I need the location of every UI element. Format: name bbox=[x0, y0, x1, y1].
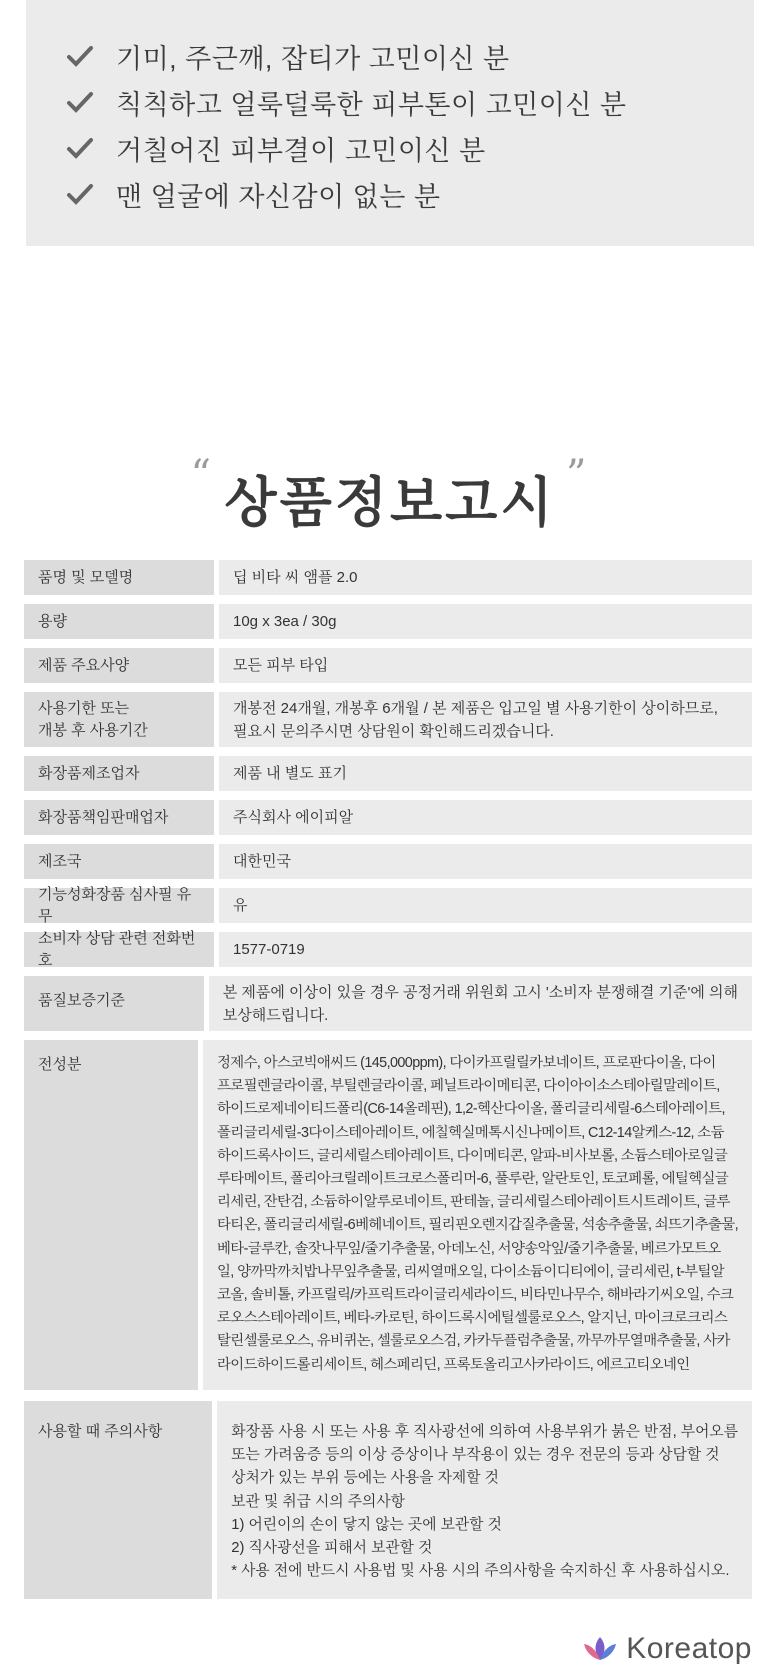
row-value-line: 개봉전 24개월, 개봉후 6개월 / 본 제품은 입고일 별 사용기한이 상이하므로, bbox=[233, 699, 718, 717]
ingredient-line: 타티온, 폴리글리세릴-6베헤네이트, 필리핀오렌지갑질추출물, 석송추출물, 쇠뜨기추출물, bbox=[216, 1217, 738, 1234]
table-row bbox=[24, 692, 752, 747]
row-value bbox=[219, 692, 752, 747]
lotus-icon bbox=[580, 1634, 620, 1664]
ingredient-line: 라이드하이드롤리세이트, 헤스페리딘, 프록토올리고사카라이드, 에르고티오네인 bbox=[216, 1356, 690, 1373]
table-row bbox=[24, 885, 752, 925]
ingredient-line: 루타메이트, 폴리아크릴레이트크로스폴리머-6, 풀루란, 알란토인, 토코페롤, 에틸헥실글 bbox=[216, 1171, 729, 1188]
row-label: 소비자 상담 관련 전화번호 bbox=[24, 932, 214, 967]
row-value-line: 필요시 문의주시면 상담원이 확인해드리겠습니다. bbox=[233, 722, 554, 740]
row-value-line: 본 제품에 이상이 있을 경우 공정거래 위원회 고시 '소비자 분쟁해결 기준'에 의해 bbox=[222, 983, 738, 1001]
ingredient-line: 프로필렌글라이콜, 부틸렌글라이콜, 페닐트라이메티콘, 다이아이소스테아릴말레이트, bbox=[216, 1078, 720, 1095]
checklist-item bbox=[66, 82, 626, 122]
checkmark-icon bbox=[66, 90, 94, 114]
table-row bbox=[24, 1040, 752, 1390]
open-quote: “ bbox=[190, 452, 214, 498]
table-row bbox=[24, 756, 752, 791]
row-value bbox=[203, 1040, 752, 1390]
table-row bbox=[24, 800, 752, 835]
table-row bbox=[24, 929, 752, 969]
row-label: 용량 bbox=[24, 604, 214, 639]
ingredient-line: 하이드록사이드, 글리세릴스테아레이트, 다이메티콘, 알파-비사보롤, 소듐스테아로일글 bbox=[216, 1147, 728, 1164]
table-row bbox=[24, 560, 752, 595]
caution-line: 1) 어린이의 손이 닿지 않는 곳에 보관할 것 bbox=[231, 1516, 502, 1533]
row-label: 화장품책임판매업자 bbox=[24, 800, 214, 835]
row-label: 사용할 때 주의사항 bbox=[24, 1401, 212, 1599]
checkmark-icon bbox=[66, 182, 94, 206]
checkmark-icon bbox=[66, 136, 94, 160]
caution-line: 2) 직사광선을 피해서 보관할 것 bbox=[231, 1540, 433, 1557]
brand-logo bbox=[580, 1632, 752, 1666]
row-value: 모든 피부 타입 bbox=[219, 648, 752, 683]
caution-line: 또는 가려움증 등의 이상 증상이나 부작용이 있는 경우 전문의 등과 상담할 것 bbox=[231, 1447, 720, 1464]
ingredient-line: 베타-글루칸, 솔잣나무잎/줄기추출물, 아데노신, 서양송악잎/줄기추출물, 베르가모트오 bbox=[216, 1240, 721, 1257]
checkmark-icon bbox=[66, 44, 94, 68]
caution-line: * 사용 전에 반드시 사용법 및 사용 시의 주의사항을 숙지하신 후 사용하십시오. bbox=[231, 1563, 730, 1580]
ingredient-line: 일, 양까막까치밥나무잎추출물, 리씨열매오일, 다이소듐이디티에이, 글리세린, t-부틸알 bbox=[216, 1263, 725, 1280]
checklist-item bbox=[66, 128, 486, 168]
row-label-line: 사용기한 또는 bbox=[38, 699, 130, 717]
row-label bbox=[24, 692, 214, 747]
checklist-item-text: 기미, 주근깨, 잡티가 고민이신 분 bbox=[116, 43, 510, 74]
row-label: 품명 및 모델명 bbox=[24, 560, 214, 595]
row-value bbox=[209, 976, 752, 1031]
row-value: 유 bbox=[219, 888, 752, 923]
table-row bbox=[24, 1401, 752, 1599]
table-row bbox=[24, 976, 752, 1031]
section-title bbox=[190, 452, 590, 537]
row-value-line: 보상해드립니다. bbox=[222, 1006, 329, 1024]
row-value: 주식회사 에이피알 bbox=[219, 800, 752, 835]
ingredient-line: 하이드로제네이티드폴리(C6-14올레핀), 1,2-헥산다이올, 폴리글리세릴-6스테아레이트, bbox=[216, 1101, 725, 1118]
row-label: 기능성화장품 심사필 유무 bbox=[24, 888, 214, 923]
table-row bbox=[24, 648, 752, 683]
section-title-text: 상품정보고시 bbox=[224, 473, 556, 533]
row-value bbox=[217, 1401, 752, 1599]
row-value: 제품 내 별도 표기 bbox=[219, 756, 752, 791]
ingredient-line: 폴리글리세릴-3다이스테아레이트, 에칠헥실메톡시신나메이트, C12-14알케스-12, 소듐 bbox=[216, 1124, 724, 1141]
section-title-wrap bbox=[0, 452, 780, 537]
row-label: 전성분 bbox=[24, 1040, 198, 1390]
brand-name: Koreatop bbox=[626, 1632, 752, 1665]
product-info-table bbox=[24, 560, 752, 1608]
row-label-line: 개봉 후 사용기간 bbox=[38, 721, 148, 739]
checklist-item-text: 맨 얼굴에 자신감이 없는 분 bbox=[116, 181, 441, 212]
caution-line: 화장품 사용 시 또는 사용 후 직사광선에 의하여 사용부위가 붉은 반점, 부어오름 bbox=[231, 1424, 738, 1440]
target-checklist bbox=[26, 0, 754, 246]
caution-line: 보관 및 취급 시의 주의사항 bbox=[231, 1493, 405, 1510]
checklist-item-text: 거칠어진 피부결이 고민이신 분 bbox=[116, 135, 486, 166]
row-value: 대한민국 bbox=[219, 844, 752, 879]
row-label: 제조국 bbox=[24, 844, 214, 879]
checklist-item bbox=[66, 174, 440, 214]
close-quote: ” bbox=[566, 452, 590, 498]
row-value: 1577-0719 bbox=[219, 932, 752, 967]
table-row bbox=[24, 604, 752, 639]
ingredient-line: 정제수, 아스코빅애씨드 (145,000ppm), 다이카프릴릴카보네이트, 프로판다이올, 다이 bbox=[216, 1055, 716, 1071]
checklist-item bbox=[66, 36, 510, 76]
caution-line: 상처가 있는 부위 등에는 사용을 자제할 것 bbox=[231, 1470, 499, 1487]
row-value: 10g x 3ea / 30g bbox=[219, 604, 752, 639]
ingredient-line: 탈린셀룰로오스, 유비퀴논, 셀룰로오스검, 카카두플럼추출물, 까무까무열매추출물, 사카 bbox=[216, 1333, 730, 1350]
row-value: 딥 비타 씨 앰플 2.0 bbox=[219, 560, 752, 595]
row-label: 제품 주요사양 bbox=[24, 648, 214, 683]
ingredient-line: 코올, 솔비톨, 카프릴릭/카프릭트라이글리세라이드, 비타민나무수, 해바라기씨오일, 수크 bbox=[216, 1287, 734, 1304]
row-label: 품질보증기준 bbox=[24, 976, 204, 1031]
ingredient-line: 리세린, 잔탄검, 소듐하이알루로네이트, 판테놀, 글리세릴스테아레이트시트레이트, 글루 bbox=[216, 1194, 730, 1211]
checklist-item-text: 칙칙하고 얼룩덜룩한 피부톤이 고민이신 분 bbox=[116, 89, 627, 120]
row-label: 화장품제조업자 bbox=[24, 756, 214, 791]
table-row bbox=[24, 844, 752, 879]
ingredient-line: 로오스스테아레이트, 베타-카로틴, 하이드록시에틸셀룰로오스, 알지닌, 마이크로크리스 bbox=[216, 1310, 728, 1327]
